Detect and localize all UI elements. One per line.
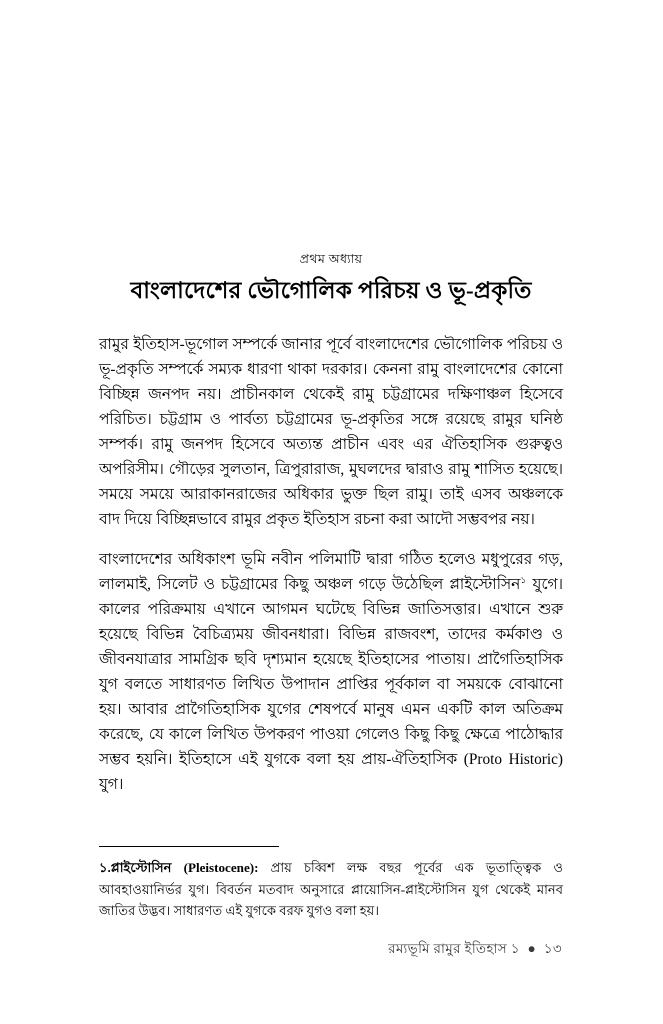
chapter-title: বাংলাদেশের ভৌগোলিক পরিচয় ও ভূ-প্রকৃতি — [130, 277, 532, 303]
paragraph-2-text-before-footnote: বাংলাদেশের অধিকাংশ ভূমি নবীন পলিমাটি দ্বারা গঠিত হলেও মধুপুরের গড়, লালমাই, সিলেট ও চট্টগ্রামের কিছু অঞ্চল গড়ে উঠেছিল প্লাইস্টোসিন — [99, 550, 563, 593]
body-paragraph-1 — [99, 332, 563, 533]
footnote-definition: প্রায় চব্বিশ লক্ষ বছর পূর্বের এক ভূতাত্ত্বিক ও আবহাওয়ানির্ভর যুগ। বিবর্তন মতবাদ অনুসারে প্লায়োসিন-প্লাইস্টোসিন যুগ থেকেই মানব জাতির উদ্ভব। সাধারণত এই যুগকে বরফ যুগও বলা হয়। — [99, 860, 563, 918]
page-content — [99, 250, 563, 797]
footnote-reference-marker[interactable]: ১ — [520, 575, 527, 586]
footnote-separator-rule — [99, 846, 279, 847]
footer-book-title: রম্যভূমি রামুর ইতিহাস — [388, 941, 507, 956]
running-footer — [0, 938, 663, 961]
paragraph-1-text: রামুর ইতিহাস-ভূগোল সম্পর্কে জানার পূর্বে বাংলাদেশের ভৌগোলিক পরিচয় ও ভূ-প্রকৃতি সম্পর্কে সম্যক ধারণা থাকা দরকার। কেননা রামু বাংলাদেশের কোনো বিচ্ছিন্ন জনপদ নয়। প্রাচীনকাল থেকেই রামু চট্টগ্রামের দক্ষিণাঞ্চল হিসেবে পরিচিত। চট্টগ্রাম ও পার্বত্য চট্টগ্রামের ভূ-প্রকৃতির সঙ্গে রয়েছে রামুর ঘনিষ্ঠ সম্পর্ক। রামু জনপদ হিসেবে অত্যন্ত প্রাচীন এবং এর ঐতিহাসিক গুরুত্বও অপরিসীম। গৌড়ের সুলতান, ত্রিপুরারাজ, মুঘলদের দ্বারাও রামু শাসিত হয়েছে। সময়ে সময়ে আরাকানরাজের অধিকার ভুক্ত ছিল রামু। তাই এসব অঞ্চলকে বাদ দিয়ে বিচ্ছিন্নভাবে রামুর প্রকৃত ইতিহাস রচনা করা আদৌ সম্ভবপর নয়। — [99, 335, 563, 529]
footer-page-number: ১৩ — [543, 941, 562, 956]
footer-separator-dot: ● — [527, 941, 537, 956]
footnote-entry — [99, 857, 563, 922]
chapter-label: প্রথম অধ্যায় — [299, 252, 363, 266]
footer-volume: ১ — [510, 941, 520, 956]
footnote-term: প্লাইস্টোসিন (Pleistocene): — [110, 860, 259, 875]
footnote-block — [99, 846, 563, 922]
paragraph-2-text-after-footnote: যুগে। কালের পরিক্রমায় এখানে আগমন ঘটেছে বিভিন্ন জাতিসত্তার। এখানে শুরু হয়েছে বিভিন্ন বৈচিত্র্যময় জীবনধারা। বিভিন্ন রাজবংশ, তাদের কর্মকাণ্ড ও জীবনযাত্রার সামগ্রিক ছবি দৃশ্যমান হয়েছে ইতিহাসের পাতায়। প্রাগৈতিহাসিক যুগ বলতে সাধারণত লিখিত উপাদান প্রাপ্তির পূর্বকাল বা সময়কে বোঝানো হয়। আবার প্রাগৈতিহাসিক যুগের শেষপর্বে মানুষ এমন একটি কাল অতিক্রম করেছে, যে কালে লিখিত উপকরণ পাওয়া গেলেও কিছু কিছু ক্ষেত্রে পাঠোদ্ধার সম্ভব হয়নি। ইতিহাসে এই যুগকে বলা হয় প্রায়-ঐতিহাসিক (Proto Historic) যুগ। — [99, 575, 563, 794]
footnote-number: ১. — [99, 860, 111, 875]
body-paragraph-2 — [99, 547, 563, 798]
